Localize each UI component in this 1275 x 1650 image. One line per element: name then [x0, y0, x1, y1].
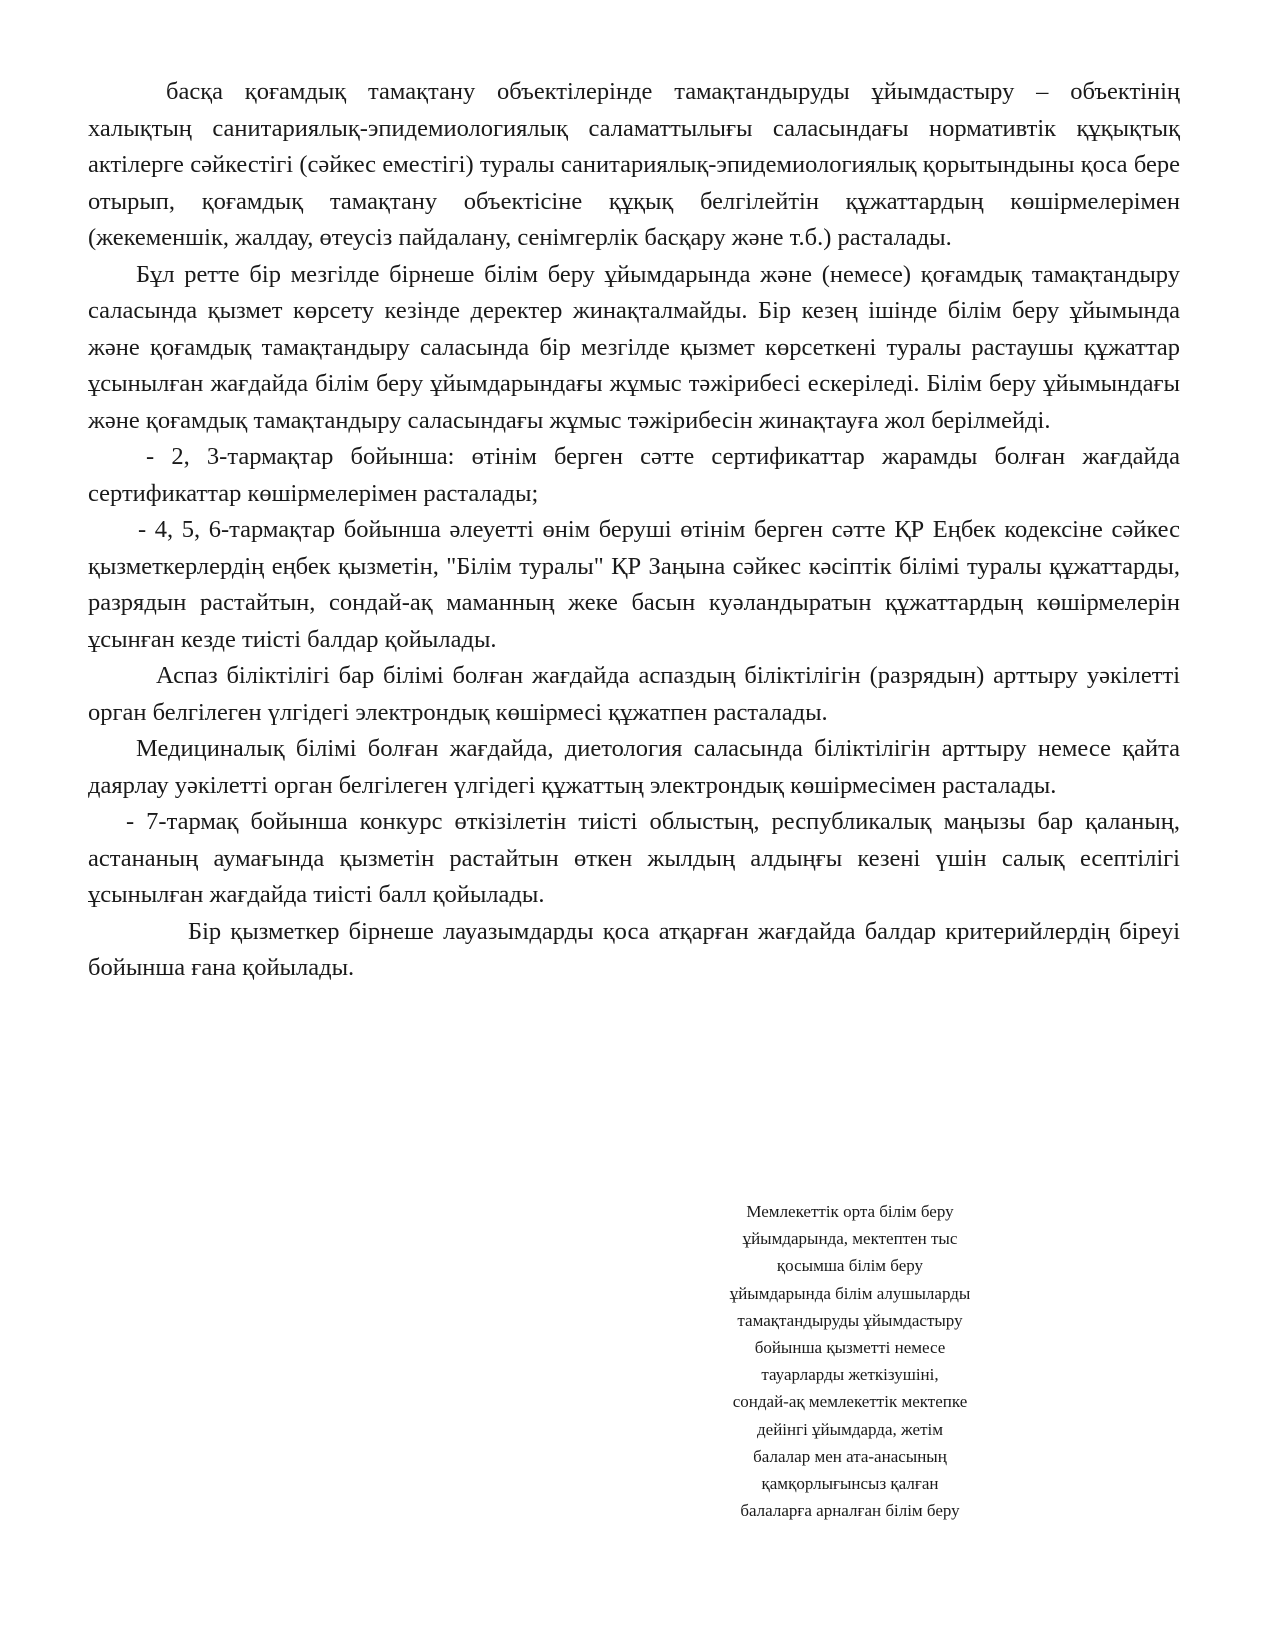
- paragraph-cook-qualification: Аспаз біліктілігі бар білімі болған жағдайда аспаздың біліктілігін (разрядын) арттыру уәкілетті орган белгілеген үлгідегі электрондық көшірмесі құжатпен расталады.: [88, 662, 1180, 726]
- appendix-note-line: балаларға арналған білім беру: [740, 1501, 960, 1521]
- paragraph-medical-education: Медициналық білімі болған жағдайда, диетология саласында біліктілігін арттыру немесе қайта даярлау уәкілетті орган белгілеген үлгідегі құжаттың электрондық көшірмесімен расталады.: [88, 735, 1180, 799]
- appendix-note-line: бойынша қызметті немесе: [754, 1338, 946, 1358]
- appendix-note-line: дейінгі ұйымдарда, жетім: [757, 1419, 943, 1439]
- appendix-header-note: [700, 1198, 1000, 1524]
- paragraph-items-2-3: - 2, 3-тармақтар бойынша: өтінім берген сәтте сертификаттар жарамды болған жағдайда сертификаттар көшірмелерімен расталады;: [88, 443, 1180, 507]
- paragraph-items-4-5-6: - 4, 5, 6-тармақтар бойынша әлеуетті өнім беруші өтінім берген сәтте ҚР Еңбек кодексіне сәйкес қызметкерлердің еңбек қызметін, "Білім туралы" ҚР Заңына сәйкес кәсіптік білімі туралы құжаттарды, разрядын растайтын, сондай-ақ маманның жеке басын куәландыратын құжаттардың көшірмелерін ұсынған кезде тиісті балдар қойылады.: [88, 516, 1180, 653]
- appendix-note-line: қамқорлығынсыз қалған: [761, 1474, 939, 1494]
- paragraph-combined-positions: Бір қызметкер бірнеше лауазымдарды қоса атқарған жағдайда балдар критерийлердің біреуі бойынша ғана қойылады.: [88, 917, 1180, 981]
- appendix-note-line: тауарларды жеткізушіні,: [761, 1365, 939, 1385]
- paragraph-continuation: басқа қоғамдық тамақтану объектілерінде тамақтандыруды ұйымдастыру – объектінің халықтың санитариялық-эпидемиологиялық саламаттылығы саласындағы нормативтік құқықтық актілерге сәйкестігі (сәйкес еместігі) туралы санитариялық-эпидемиологиялық қорытындыны қоса бере отырып, қоғамдық тамақтану объектісіне құқық белгілейтін құжаттардың көшірмелерімен (жекеменшік, жалдау, өтеусіз пайдалану, сенімгерлік басқару және т.б.) расталады.: [88, 78, 1180, 251]
- appendix-note-line: қосымша білім беру: [776, 1256, 924, 1276]
- appendix-note-line: балалар мен ата-анасының: [753, 1446, 947, 1466]
- paragraph-data-not-accumulated: Бұл ретте бір мезгілде бірнеше білім беру ұйымдарында және (немесе) қоғамдық тамақтандыру саласында қызмет көрсету кезінде деректер жинақталмайды. Бір кезең ішінде білім беру ұйымында және қоғамдық тамақтандыру саласында бір мезгілде қызмет көрсеткені туралы растаушы құжаттар ұсынылған жағдайда білім беру ұйымдарындағы жұмыс тәжірибесі ескеріледі. Білім беру ұйымындағы және қоғамдық тамақтандыру саласындағы жұмыс тәжірибесін жинақтауға жол берілмейді.: [88, 260, 1180, 434]
- paragraph-item-7: - 7-тармақ бойынша конкурс өткізілетін тиісті облыстың, республикалық маңызы бар қаланың, астананың аумағында қызметін растайтын өткен жылдың алдыңғы кезені үшін салық есептілігі ұсынылған жағдайда тиісті балл қойылады.: [88, 808, 1180, 908]
- appendix-note-line: Мемлекеттік орта білім беру: [746, 1202, 954, 1221]
- appendix-note-line: ұйымдарында білім алушыларды: [729, 1283, 971, 1303]
- appendix-note-line: ұйымдарында, мектептен тыс: [742, 1229, 958, 1249]
- appendix-note-line: сондай-ақ мемлекеттік мектепке: [732, 1392, 968, 1412]
- document-body: [88, 74, 1180, 987]
- appendix-note-line: тамақтандыруды ұйымдастыру: [737, 1310, 963, 1330]
